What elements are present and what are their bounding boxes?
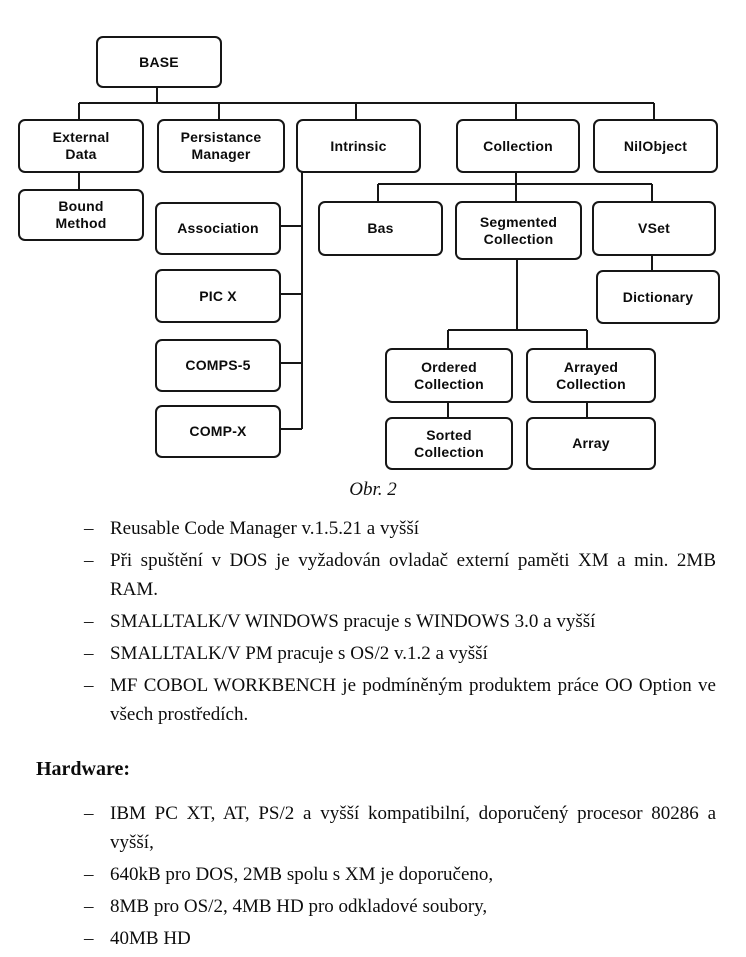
node-association: [155, 202, 281, 255]
list-item-text: IBM PC XT, AT, PS/2 a vyšší kompatibilní, doporučený procesor 80286 a vyšší,: [110, 803, 716, 853]
bullet-dash: –: [84, 518, 94, 539]
node-comps-5: [155, 339, 281, 392]
node-label: Persistance Manager: [180, 129, 262, 162]
list-item: [84, 892, 716, 921]
node-dictionary: [596, 270, 720, 324]
bullet-dash: –: [84, 675, 94, 696]
node-label: COMP-X: [189, 423, 247, 440]
list-item: [84, 924, 716, 953]
list-item: [84, 546, 716, 604]
node-label: Segmented Collection: [479, 213, 558, 247]
list-item-text: SMALLTALK/V WINDOWS pracuje s WINDOWS 3.0 a vyšší: [110, 611, 596, 632]
node-base: [96, 36, 222, 88]
bullet-dash: –: [84, 896, 94, 917]
node-nilobject: [593, 119, 718, 173]
node-label: Intrinsic: [330, 137, 387, 154]
node-bas: [318, 201, 443, 256]
node-sorted-collection: [385, 417, 513, 470]
node-pic-x: [155, 269, 281, 323]
node-persistance-manager: [157, 119, 285, 173]
bullet-dash: –: [84, 611, 94, 632]
class-hierarchy-diagram: [0, 0, 746, 470]
bullet-dash: –: [84, 643, 94, 664]
node-bound-method: [18, 189, 144, 241]
node-intrinsic: [296, 119, 421, 173]
list-item: [84, 639, 716, 668]
node-array: [526, 417, 656, 470]
list-item: [84, 799, 716, 857]
list-item-text: Při spuštění v DOS je vyžadován ovladač externí paměti XM a min. 2MB RAM.: [110, 550, 716, 600]
bullet-dash: –: [84, 550, 94, 571]
node-arrayed-collection: [526, 348, 656, 403]
node-label: Association: [177, 220, 259, 237]
node-label: Bound Method: [55, 198, 107, 231]
node-label: VSet: [638, 220, 670, 237]
node-comp-x: [155, 405, 281, 458]
node-collection: [456, 119, 580, 173]
node-label: Ordered Collection: [414, 358, 484, 392]
node-vset: [592, 201, 716, 256]
node-external-data: [18, 119, 144, 173]
list-item: [84, 514, 716, 543]
bullet-dash: –: [84, 864, 94, 885]
list-item-text: SMALLTALK/V PM pracuje s OS/2 v.1.2 a vyšší: [110, 643, 488, 664]
node-label: Dictionary: [622, 288, 694, 305]
node-ordered-collection: [385, 348, 513, 403]
hardware-heading: Hardware:: [36, 758, 131, 780]
node-label: BASE: [139, 53, 179, 70]
node-label: Bas: [367, 220, 394, 237]
list-item: [84, 860, 716, 889]
node-label: NilObject: [623, 137, 688, 154]
list-item: [84, 671, 716, 729]
node-label: External Data: [52, 129, 110, 162]
node-label: Arrayed Collection: [556, 358, 626, 392]
node-label: COMPS-5: [185, 357, 251, 374]
requirements-list: [84, 514, 716, 729]
bullet-dash: –: [84, 928, 94, 949]
list-item: [84, 607, 716, 636]
node-label: PIC X: [199, 287, 237, 304]
node-label: Array: [572, 435, 610, 452]
node-segmented-collection: [455, 201, 582, 260]
node-label: Sorted Collection: [414, 426, 484, 460]
list-item-text: MF COBOL WORKBENCH je podmíněným produktem práce OO Option ve všech prostředích.: [110, 675, 716, 725]
list-item-text: Reusable Code Manager v.1.5.21 a vyšší: [110, 518, 420, 539]
figure-caption: Obr. 2: [349, 479, 397, 500]
list-item-text: 40MB HD: [110, 928, 191, 949]
bullet-dash: –: [84, 803, 94, 824]
list-item-text: 640kB pro DOS, 2MB spolu s XM je doporučeno,: [110, 864, 494, 885]
hardware-list: [84, 799, 716, 953]
body-text: [0, 470, 746, 956]
node-label: Collection: [483, 137, 553, 154]
list-item-text: 8MB pro OS/2, 4MB HD pro odkladové soubory,: [110, 896, 488, 917]
